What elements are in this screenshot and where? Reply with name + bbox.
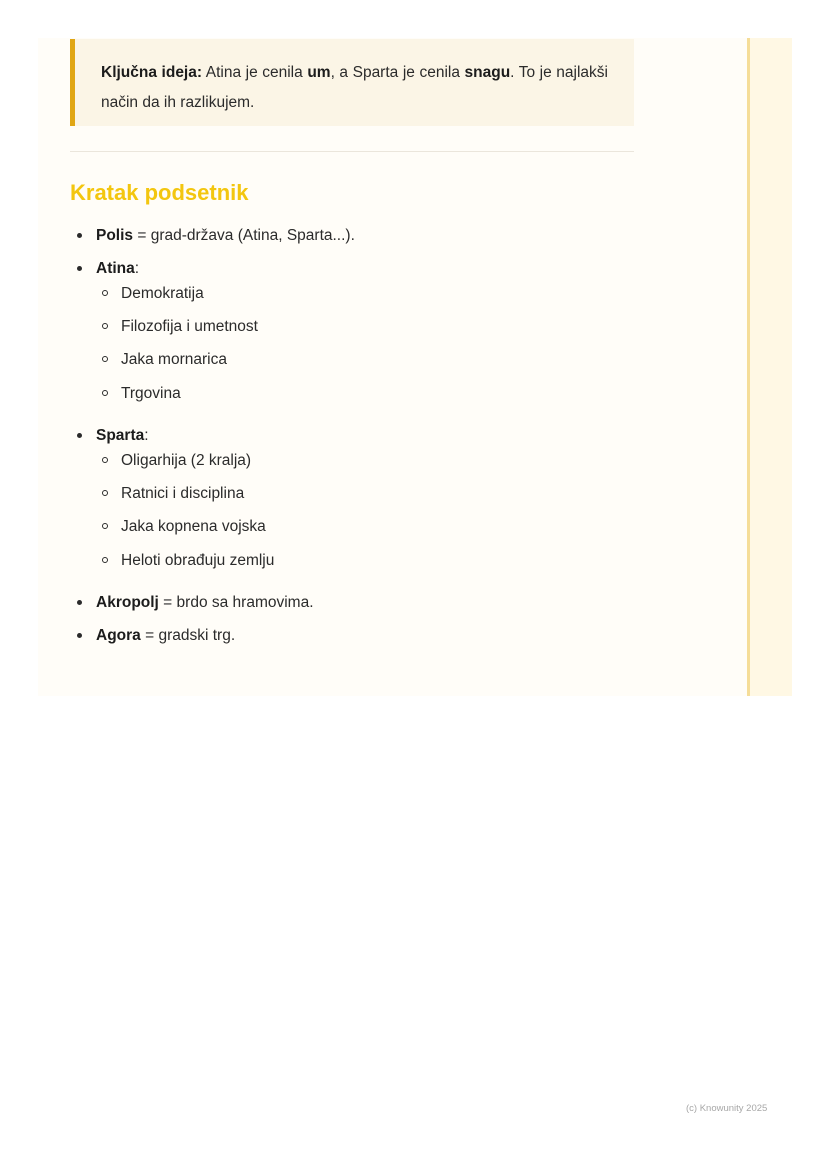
side-margin-panel (747, 38, 792, 696)
bullet-icon (77, 633, 82, 638)
circle-bullet-icon (102, 557, 108, 563)
sub-item: Jaka mornarica (121, 351, 227, 368)
callout-text: . To je najlakši način da ih razlikujem. (101, 64, 608, 111)
callout-bold-um: um (307, 64, 331, 81)
callout-text: , a Sparta je cenila (330, 64, 465, 81)
bullet-icon (77, 433, 82, 438)
list-item-akropolj (96, 593, 314, 613)
circle-bullet-icon (102, 490, 108, 496)
term: Sparta (96, 427, 145, 444)
copyright-footer: (c) Knowunity 2025 (686, 1103, 768, 1114)
circle-bullet-icon (102, 390, 108, 396)
definition: = brdo sa hramovima. (158, 594, 314, 611)
bullet-icon (77, 233, 82, 238)
list-item-atina (96, 259, 139, 279)
term: Agora (96, 627, 141, 644)
sub-item: Trgovina (121, 385, 181, 402)
sub-item: Oligarhija (2 kralja) (121, 452, 252, 469)
definition: = grad-država (Atina, Sparta...). (133, 227, 355, 244)
list-item-agora (96, 626, 235, 646)
definition: = gradski trg. (140, 627, 236, 644)
term: Akropolj (96, 594, 159, 611)
callout-text: Atina je cenila (202, 64, 308, 81)
sub-item: Heloti obrađuju zemlju (121, 552, 275, 569)
callout-bold-snagu: snagu (464, 64, 511, 81)
circle-bullet-icon (102, 356, 108, 362)
term: Atina (96, 260, 135, 277)
sub-item: Jaka kopnena vojska (121, 518, 266, 535)
bullet-icon (77, 600, 82, 605)
term: Polis (96, 227, 134, 244)
bullet-icon (77, 266, 82, 271)
sub-item: Ratnici i disciplina (121, 485, 245, 502)
definition: : (134, 260, 140, 277)
circle-bullet-icon (102, 523, 108, 529)
circle-bullet-icon (102, 457, 108, 463)
section-heading: Kratak podsetnik (70, 180, 249, 205)
sub-item: Filozofija i umetnost (121, 318, 258, 335)
definition: : (144, 427, 149, 444)
section-divider (70, 151, 634, 152)
circle-bullet-icon (102, 323, 108, 329)
callout-label: Ključna ideja: (101, 64, 203, 81)
list-item-polis (96, 226, 355, 246)
sub-item: Demokratija (121, 285, 204, 302)
list-item-sparta (96, 426, 149, 446)
key-idea-callout (70, 39, 634, 126)
circle-bullet-icon (102, 290, 108, 296)
